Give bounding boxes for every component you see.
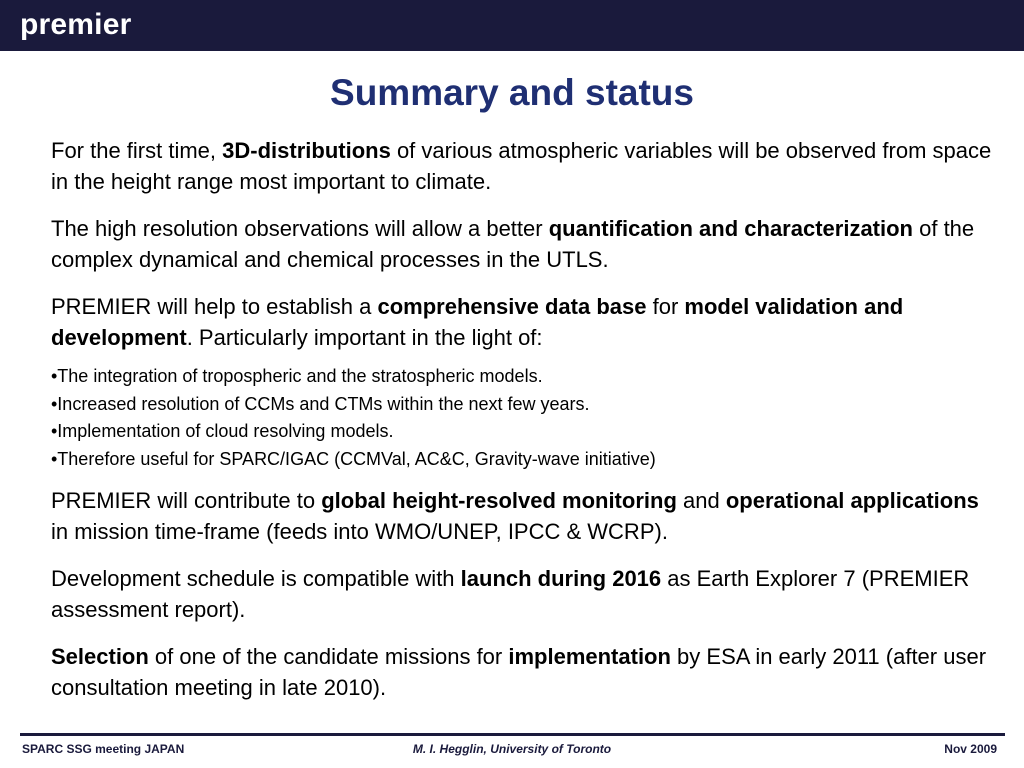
footer-divider (20, 733, 1005, 736)
paragraph-monitoring: PREMIER will contribute to global height-resolved monitoring and operational applications in mission time-frame (feeds into WMO/UNEP, IPCC & WCRP). (51, 488, 979, 544)
slide-title: Summary and status (330, 72, 694, 113)
list-item: •Therefore useful for SPARC/IGAC (CCMVal, AC&C, Gravity-wave initiative) (51, 448, 656, 469)
list-item: •The integration of tropospheric and the stratospheric models. (51, 366, 543, 386)
paragraph-selection: Selection of one of the candidate missions for implementation by ESA in early 2011 (after user consultation meeting in late 2010). (51, 644, 987, 700)
paragraph-schedule: Development schedule is compatible with launch during 2016 as Earth Explorer 7 (PREMIER assessment report). (51, 566, 970, 622)
brand-logo-text: premier (20, 8, 132, 41)
list-item: •Implementation of cloud resolving models. (51, 421, 394, 441)
paragraph-3d-distributions: For the first time, 3D-distributions of various atmospheric variables will be observed from space in the height range most important to climate. (51, 138, 992, 194)
header-bar (0, 0, 1024, 51)
bullet-list (51, 363, 1001, 473)
paragraph-data-base: PREMIER will help to establish a comprehensive data base for model validation and development. Particularly important in the light of: (51, 294, 904, 350)
slide-content (51, 135, 1001, 719)
footer-meeting: SPARC SSG meeting JAPAN (22, 742, 185, 756)
paragraph-high-resolution: The high resolution observations will allow a better quantification and characterization of the complex dynamical and chemical processes in the UTLS. (51, 216, 975, 272)
list-item: •Increased resolution of CCMs and CTMs within the next few years. (51, 393, 590, 414)
footer-author: M. I. Hegglin, University of Toronto (412, 742, 612, 756)
footer-date: Nov 2009 (944, 742, 997, 756)
